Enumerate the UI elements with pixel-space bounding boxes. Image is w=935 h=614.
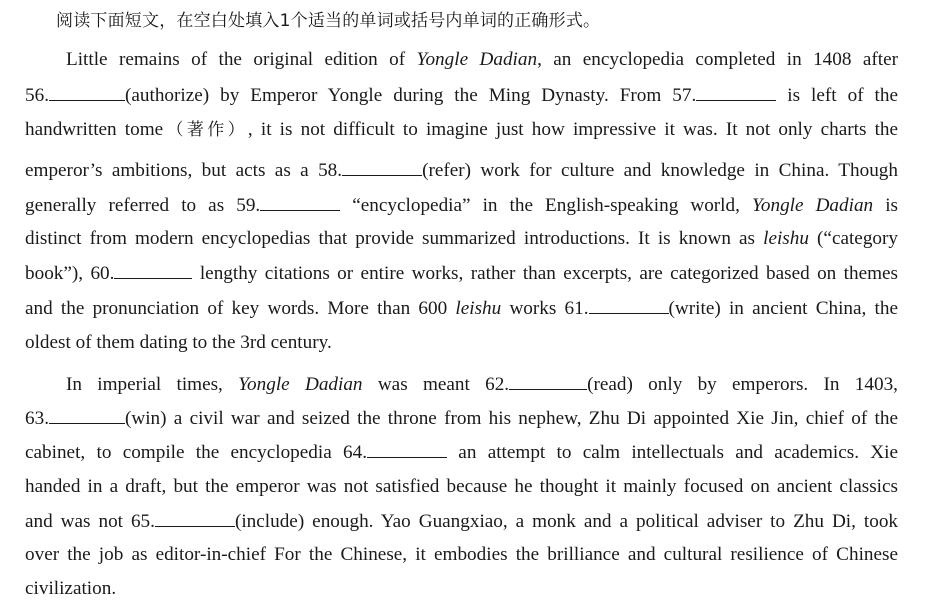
question-number-63: 63. bbox=[25, 408, 49, 429]
text-run: (“category bbox=[808, 228, 898, 249]
text-run: Little remains of the original edition of bbox=[66, 49, 417, 70]
paragraph-2-line-4 bbox=[25, 474, 898, 500]
answer-blank-60[interactable] bbox=[114, 260, 192, 279]
text-run: (refer) work for culture and knowledge in China. Though bbox=[422, 160, 898, 181]
answer-blank-56[interactable] bbox=[49, 82, 125, 101]
text-run: emperor’s ambitions, but acts as a 58. bbox=[25, 160, 343, 181]
answer-blank-64[interactable] bbox=[367, 439, 447, 458]
answer-blank-63[interactable] bbox=[49, 405, 125, 424]
text-run: works 61. bbox=[501, 298, 589, 319]
text-run: generally referred to as 59. bbox=[25, 195, 261, 216]
text-run: , it is not difficult to imagine just how impressive it was. It not only charts the bbox=[247, 119, 899, 140]
paragraph-2-line-3 bbox=[25, 439, 898, 466]
question-number-56: 56. bbox=[25, 85, 49, 106]
answer-blank-61[interactable] bbox=[589, 295, 669, 314]
paragraph-2-line-2 bbox=[25, 405, 898, 432]
text-run: , an encyclopedia completed in 1408 after bbox=[537, 49, 898, 70]
paragraph-2-line-6 bbox=[25, 542, 898, 568]
paragraph-1-line-1 bbox=[66, 47, 898, 73]
text-run: an attempt to calm intellectuals and academics. Xie bbox=[447, 442, 898, 463]
answer-blank-57[interactable] bbox=[696, 82, 776, 101]
text-run: In imperial times, bbox=[66, 374, 239, 395]
paragraph-1-line-6 bbox=[25, 226, 898, 252]
text-run: book”), 60. bbox=[25, 263, 115, 284]
answer-blank-58[interactable] bbox=[342, 157, 422, 176]
answer-blank-59[interactable] bbox=[260, 192, 340, 211]
term-italic: leishu bbox=[763, 228, 809, 249]
paragraph-1-line-9 bbox=[25, 330, 332, 356]
text-run: (win) a civil war and seized the throne from his nephew, Zhu Di appointed Xie Jin, chief of the bbox=[124, 408, 898, 429]
text-run: civilization. bbox=[25, 578, 117, 599]
text-run: oldest of them dating to the 3rd century. bbox=[25, 332, 332, 353]
paragraph-2-line-5 bbox=[25, 508, 898, 535]
text-run: (read) only by emperors. In 1403, bbox=[587, 374, 898, 395]
book-title-italic: Yongle Dadian bbox=[751, 195, 874, 216]
text-run: handwritten tome bbox=[25, 119, 164, 140]
chinese-annotation: （著作） bbox=[163, 120, 248, 140]
text-run: handed in a draft, but the emperor was not satisfied because he thought it mainly focused on ancient classics bbox=[25, 476, 898, 497]
paragraph-1-line-2 bbox=[25, 82, 898, 109]
text-run: (include) enough. Yao Guangxiao, a monk and a political adviser to Zhu Di, took bbox=[234, 511, 899, 532]
text-run: lengthy citations or entire works, rather than excerpts, are categorized based on themes bbox=[192, 263, 898, 284]
text-run: “encyclopedia” in the English-speaking world, bbox=[340, 195, 752, 216]
text-run: and was not 65. bbox=[25, 511, 155, 532]
paragraph-1-line-8 bbox=[25, 295, 898, 322]
text-run: over the job as editor-in-chief For the Chinese, it embodies the brilliance and cultural resilience of Chinese bbox=[25, 544, 898, 565]
book-title-italic: Yongle Dadian bbox=[238, 374, 363, 395]
paragraph-1-line-4 bbox=[25, 157, 898, 184]
text-run: is left of the bbox=[776, 85, 898, 106]
text-run: distinct from modern encyclopedias that provide summarized introductions. It is known as bbox=[25, 228, 764, 249]
paragraph-2-line-1 bbox=[66, 371, 898, 398]
text-run: cabinet, to compile the encyclopedia 64. bbox=[25, 442, 368, 463]
text-run: (write) in ancient China, the bbox=[668, 298, 898, 319]
instruction-text: 阅读下面短文，在空白处填入1个适当的单词或括号内单词的正确形式。 bbox=[56, 11, 601, 31]
paragraph-1-line-5 bbox=[25, 192, 898, 219]
paragraph-1-line-3 bbox=[25, 117, 898, 143]
text-run: was meant 62. bbox=[362, 374, 510, 395]
paragraph-1-line-7 bbox=[25, 260, 898, 287]
book-title-italic: Yongle Dadian bbox=[416, 49, 538, 70]
text-run: and the pronunciation of key words. More than 600 bbox=[25, 298, 456, 319]
answer-blank-62[interactable] bbox=[509, 371, 587, 390]
paragraph-2-line-7 bbox=[25, 576, 116, 602]
term-italic: leishu bbox=[455, 298, 502, 319]
text-run: (authorize) by Emperor Yongle during the Ming Dynasty. From 57. bbox=[124, 85, 697, 106]
text-run: is bbox=[873, 195, 898, 216]
answer-blank-65[interactable] bbox=[155, 508, 235, 527]
